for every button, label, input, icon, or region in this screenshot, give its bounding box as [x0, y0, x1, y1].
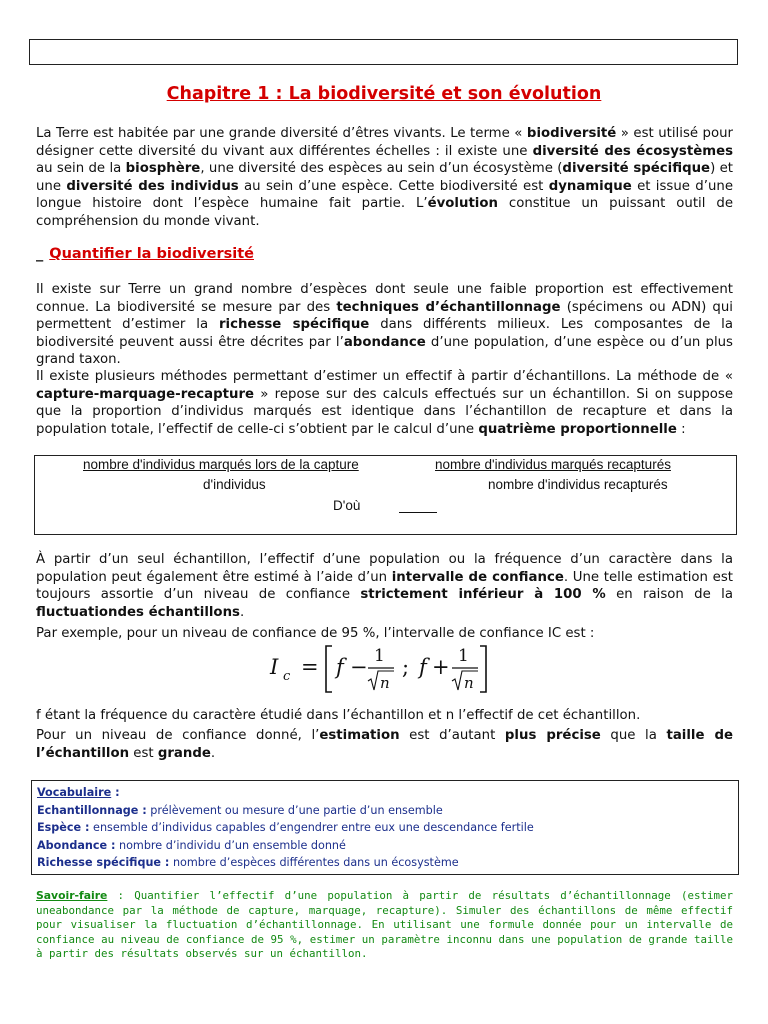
bold-term: abondance: [343, 334, 426, 350]
formula-num-right: nombre d'individus marqués recapturés: [435, 457, 671, 472]
right-bracket: [480, 646, 486, 692]
header-box: [29, 39, 738, 65]
text-run: Par exemple, pour un niveau de confiance de 95 %, l’intervalle de confiance IC est :: [36, 626, 595, 641]
bold-term: quatrième proportionnelle: [478, 421, 677, 437]
text-run: :: [676, 421, 686, 437]
eq-one-left: 1: [374, 646, 385, 666]
formula-den-right: nombre d'individus recapturés: [488, 477, 668, 492]
savoir-faire-text: : Quantifier l’effectif d’une population à partir de résultats d’échantillonnage (estimer uneabondance par la méthode de capture, marquage, recapture). Simuler des échantillons de même effectif pour visualiser la fluctuation d’échantillonnage. En utilisant une formule donnée pour un intervalle de confiance au niveau de confiance de 95 %, estimer un paramètre inconnu dans une population de grande taille à partir des résultats observés sur un échantillon.: [36, 889, 733, 960]
text-run: au sein de la: [36, 161, 126, 176]
vocab-heading-row: [37, 784, 733, 802]
savoir-faire-label: Savoir-faire: [36, 889, 108, 902]
vocab-term: Richesse spécifique :: [37, 856, 170, 869]
confidence-paragraph: [36, 551, 733, 621]
precision-paragraph: [36, 727, 733, 762]
proportion-formula-box: [34, 455, 737, 535]
text-run: À partir d’un seul échantillon, l’effectif d’une population ou la fréquence d’un caractère dans la population peut également être estimé à l’aide d’un: [36, 552, 733, 585]
bold-term: techniques d’échantillonnage: [336, 299, 561, 315]
page-title: Chapitre 1 : La biodiversité et son évolution: [166, 84, 602, 104]
text-run: » est utilisé pour désigner cette diversité du vivant aux différentes échelles : il existe une: [36, 126, 734, 159]
text-run: .: [239, 604, 245, 620]
intro-paragraph: [36, 125, 733, 230]
section-title: Quantifier la biodiversité: [49, 246, 254, 262]
vocab-item: [37, 837, 733, 855]
vocab-term: Echantillonnage :: [37, 803, 147, 817]
vocab-item: [37, 819, 733, 837]
vocab-heading: Vocabulaire: [37, 786, 112, 799]
eq-n-left: n: [380, 674, 390, 692]
eq-lhs: I: [270, 655, 279, 679]
bold-term: biosphère: [125, 161, 201, 176]
bold-term: strictement inférieur à 100 %: [360, 587, 606, 602]
bold-term: capture-marquage-recapture: [36, 386, 255, 402]
text-run: , une diversité des espèces au sein d’un écosystème (: [200, 161, 563, 176]
bold-term: richesse spécifique: [218, 317, 370, 332]
formula-dou: D'où: [333, 498, 361, 513]
text-run: f étant la fréquence du caractère étudié dans l’échantillon et n l’effectif de cet échantillon.: [36, 708, 641, 723]
formula-den-left: d'individus: [203, 477, 266, 492]
text-run: dans différents milieux. Les composantes de la biodiversité peuvent aussi être décrites par l’: [36, 317, 734, 350]
vocab-def: prélèvement ou mesure d’une partie d’un ensemble: [146, 803, 443, 817]
bold-term: biodiversité: [526, 126, 617, 141]
text-run: Il existe sur Terre un grand nombre d’espèces dont seule une faible proportion est effectivement connue. La biodiversité se mesure par des: [36, 282, 733, 315]
text-run: et issue d’une longue histoire dont l’espèce humaine fait partie. L’: [36, 178, 733, 211]
vocab-item: [37, 802, 733, 820]
text-run: . Une telle estimation est toujours assortie d’un niveau de confiance: [36, 569, 733, 602]
eq-f-left: f: [336, 655, 344, 679]
section-heading: [36, 246, 254, 262]
text-run: en raison de la: [605, 587, 733, 602]
formula-blank-line: [399, 512, 437, 513]
text-run: .: [210, 745, 216, 761]
eq-sep: ;: [402, 655, 410, 679]
text-run: est: [129, 745, 158, 761]
confidence-interval-equation: [268, 640, 498, 696]
vocab-def: ensemble d’individus capables d’engendrer entre eux une descendance fertile: [89, 821, 534, 834]
bold-term: estimation: [319, 728, 400, 743]
eq-f-right: f: [419, 655, 427, 679]
text-run: d’une population, d’une espèce ou d’un plus grand taxon.: [36, 334, 733, 367]
bold-term: évolution: [427, 196, 498, 211]
text-run: (spécimens ou ADN) qui permettent d’estimer la: [36, 299, 733, 332]
bold-term: dynamique: [548, 178, 632, 194]
text-run: Pour un niveau de confiance donné, l’: [36, 728, 320, 743]
capture-recapture-paragraph: [36, 368, 733, 438]
vocabulary-box: [31, 780, 739, 875]
bold-term: intervalle de confiance: [391, 569, 564, 585]
eq-n-right: n: [464, 674, 474, 692]
text-run: Il existe plusieurs méthodes permettant d’estimer un effectif à partir d’échantillons. La méthode de «: [36, 369, 733, 384]
section-marker: _: [36, 246, 44, 262]
definition-paragraph: [36, 707, 733, 725]
left-bracket: [326, 646, 332, 692]
bold-term: diversité des individus: [66, 178, 239, 194]
vocab-term: Espèce :: [37, 821, 90, 834]
vocab-term: Abondance :: [37, 838, 116, 852]
bold-term: diversité spécifique: [562, 161, 711, 176]
bold-term: diversité des écosystèmes: [532, 143, 733, 159]
bold-term: grande: [157, 745, 211, 761]
vocab-item: [37, 854, 733, 872]
vocab-def: nombre d’individu d’un ensemble donné: [115, 838, 346, 852]
text-run: est d’autant: [399, 728, 505, 743]
formula-num-left: nombre d'individus marqués lors de la capture: [83, 457, 359, 472]
eq-minus: −: [350, 655, 368, 679]
bold-term: plus précise: [504, 728, 601, 743]
text-run: au sein d’une espèce. Cette biodiversité est: [238, 178, 549, 194]
eq-equals: =: [301, 655, 319, 679]
sampling-paragraph: [36, 281, 733, 369]
text-run: » repose sur des calculs effectués sur un échantillon. Si on suppose que la proportion d’individus marqués est identique dans l’échantillon de recapture et dans la population totale, l’effectif de celle-ci s’obtient par le calcul d’une: [36, 386, 733, 437]
eq-plus: +: [432, 655, 450, 679]
text-run: ) et une: [36, 161, 733, 194]
vocab-heading-suffix: :: [111, 786, 120, 799]
text-run: La Terre est habitée par une grande diversité d’êtres vivants. Le terme «: [36, 126, 527, 141]
bold-term: fluctuationdes échantillons: [36, 604, 240, 620]
savoir-faire-paragraph: [36, 889, 733, 962]
bold-term: taille de l’échantillon: [36, 728, 734, 761]
vocab-def: nombre d’espèces différentes dans un écosystème: [169, 856, 459, 869]
text-run: constitue un puissant outil de compréhension du monde vivant.: [36, 196, 733, 229]
eq-sub: c: [283, 669, 291, 684]
text-run: que la: [600, 728, 667, 743]
eq-one-right: 1: [458, 646, 469, 666]
